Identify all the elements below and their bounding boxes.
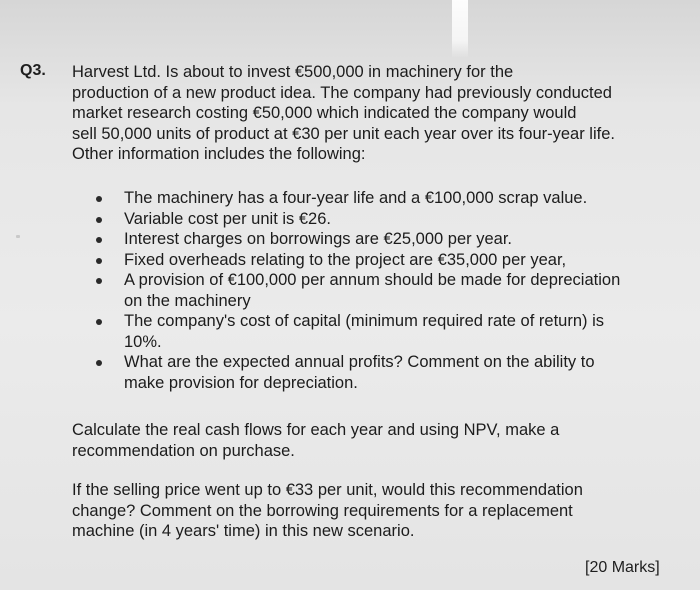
bullet-icon — [96, 237, 102, 243]
photo-glare — [452, 0, 468, 58]
list-item — [92, 229, 672, 250]
bullet-icon — [96, 278, 102, 284]
list-item-text: on the machinery — [124, 291, 251, 310]
followup-line: change? Comment on the borrowing requirements for a replacement — [72, 501, 573, 520]
intro-line: sell 50,000 units of product at €30 per unit each year over its four-year life. — [72, 124, 615, 143]
list-item — [92, 311, 672, 352]
question-number: Q3. — [20, 62, 46, 79]
intro-line: production of a new product idea. The company had previously conducted — [72, 83, 612, 102]
list-item-text: A provision of €100,000 per annum should be made for depreciation — [124, 271, 621, 289]
list-item-text: make provision for depreciation. — [124, 373, 358, 392]
followup-paragraph — [72, 480, 672, 542]
bullet-icon — [96, 360, 102, 366]
followup-line: If the selling price went up to €33 per unit, would this recommendation — [72, 481, 583, 499]
list-item — [92, 270, 672, 311]
list-item — [92, 209, 672, 230]
task-line: Calculate the real cash flows for each year and using NPV, make a — [72, 421, 560, 439]
bullet-icon — [96, 196, 102, 202]
list-item — [92, 250, 672, 271]
list-item-text: Fixed overheads relating to the project are €35,000 per year, — [124, 250, 567, 269]
intro-line: market research costing €50,000 which indicated the company would — [72, 104, 577, 122]
task-paragraph — [72, 420, 672, 461]
list-item-text: The machinery has a four-year life and a €100,000 scrap value. — [124, 189, 588, 207]
list-item-text: Variable cost per unit is €26. — [124, 209, 331, 228]
paper-mark — [16, 235, 20, 238]
bullet-icon — [96, 258, 102, 264]
marks-label: [20 Marks] — [585, 559, 660, 576]
intro-line: Harvest Ltd. Is about to invest €500,000 in machinery for the — [72, 63, 514, 81]
intro-line: Other information includes the following: — [72, 145, 366, 163]
list-item — [92, 188, 672, 209]
followup-line: machine (in 4 years' time) in this new scenario. — [72, 522, 415, 540]
list-item-text: The company's cost of capital (minimum required rate of return) is — [124, 312, 604, 330]
question-intro — [72, 62, 682, 165]
list-item-text: Interest charges on borrowings are €25,000 per year. — [124, 230, 512, 248]
information-list — [92, 188, 672, 393]
list-item-text: 10%. — [124, 332, 162, 351]
bullet-icon — [96, 217, 102, 223]
bullet-icon — [96, 319, 102, 325]
list-item-text: What are the expected annual profits? Comment on the ability to — [124, 353, 595, 371]
task-line: recommendation on purchase. — [72, 441, 295, 460]
list-item — [92, 352, 672, 393]
